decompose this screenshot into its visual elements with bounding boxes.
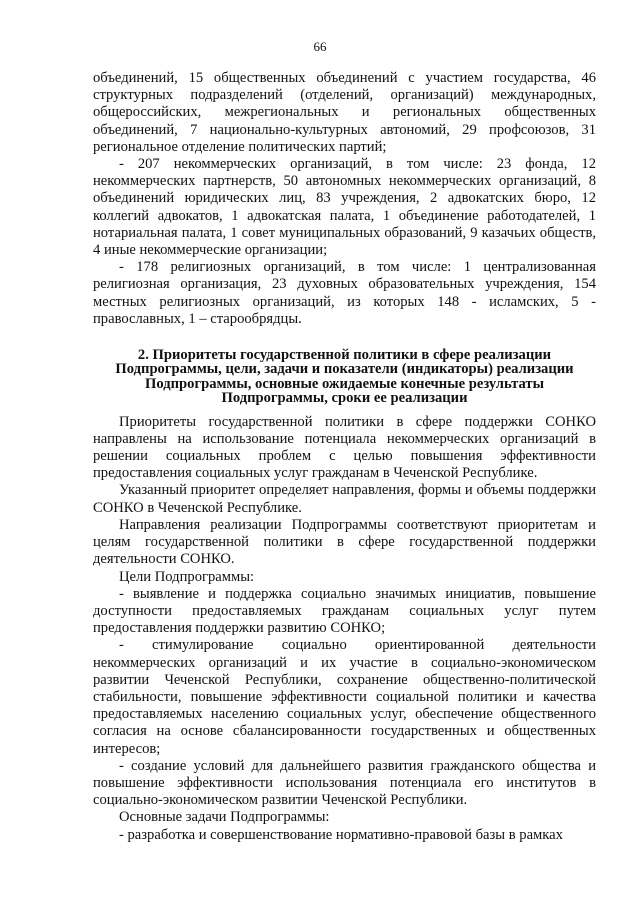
section-heading-line: Подпрограммы, цели, задачи и показатели (индикаторы) реализации xyxy=(115,361,574,378)
section-heading-line: 2. Приоритеты государственной политики в сфере реализации xyxy=(137,347,552,364)
goal-item: - стимулирование социально ориентированной деятельности некоммерческих организаций и их участие в социально-экономическом развитии Чеченской Республики, сохранение общественно-политической стабильности, повышение эффективности социальной политики и качества предоставляемых населению социальных услуг, обеспечение общественного согласия на основе сбалансированности государственных и общественных интересов; xyxy=(93,637,596,757)
goal-item: - создание условий для дальнейшего развития гражданского общества и повышение эффективности использования потенциала его институтов в социально-экономическом развитии Чеченской Республики. xyxy=(93,757,596,809)
section-heading-line: Подпрограммы, сроки ее реализации xyxy=(221,390,468,407)
goals-heading: Цели Подпрограммы: xyxy=(119,568,255,585)
tasks-heading: Основные задачи Подпрограммы: xyxy=(119,809,330,826)
task-item: - разработка и совершенствование нормативно-правовой базы в рамках xyxy=(119,826,563,843)
list-item-religious: - 178 религиозных организаций, в том числе: 1 централизованная религиозная организация, 23 духовных образовательных учреждения, 154 местных религиозных организаций, из которых 148 - исламских, 5 - православных, 1 – старообрядцы. xyxy=(93,259,596,327)
section-heading xyxy=(93,348,596,406)
paragraph-priority-defines: Указанный приоритет определяет направления, формы и объемы поддержки СОНКО в Чеченской Республике. xyxy=(93,482,596,516)
paragraph-directions: Направления реализации Подпрограммы соответствуют приоритетам и целям государственной политики в сфере государственной поддержки деятельности СОНКО. xyxy=(93,516,596,568)
page-content xyxy=(93,70,596,844)
goal-item: - выявление и поддержка социально значимых инициатив, повышение доступности предоставляемых гражданам социальных услуг путем предоставления поддержки развитию СОНКО; xyxy=(93,585,596,637)
paragraph: объединений, 15 общественных объединений с участием государства, 46 структурных подразделений (отделений, организаций) международных, общероссийских, межрегиональных и региональных общественных объединений, 7 национально-культурных автономий, 29 профсоюзов, 31 региональное отделение политических партий; xyxy=(93,70,596,155)
list-item-nonprofits: - 207 некоммерческих организаций, в том числе: 23 фонда, 12 некоммерческих партнерств, 50 автономных некоммерческих организаций, 8 объединений юридических лиц, 83 учреждения, 2 адвокатских бюро, 12 коллегий адвокатов, 1 адвокатская палата, 1 объединение работодателей, 1 нотариальная палата, 1 совет муниципальных образований, 9 казачьих обществ, 4 иные некоммерческие организации; xyxy=(93,156,596,259)
paragraph-priorities: Приоритеты государственной политики в сфере поддержки СОНКО направлены на использование потенциала некоммерческих организаций в решении социальных проблем с целью повышения эффективности предоставления социальных услуг гражданам в Чеченской Республике. xyxy=(93,413,596,482)
page-number: 66 xyxy=(313,39,327,54)
section-heading-line: Подпрограммы, основные ожидаемые конечные результаты xyxy=(145,375,544,392)
